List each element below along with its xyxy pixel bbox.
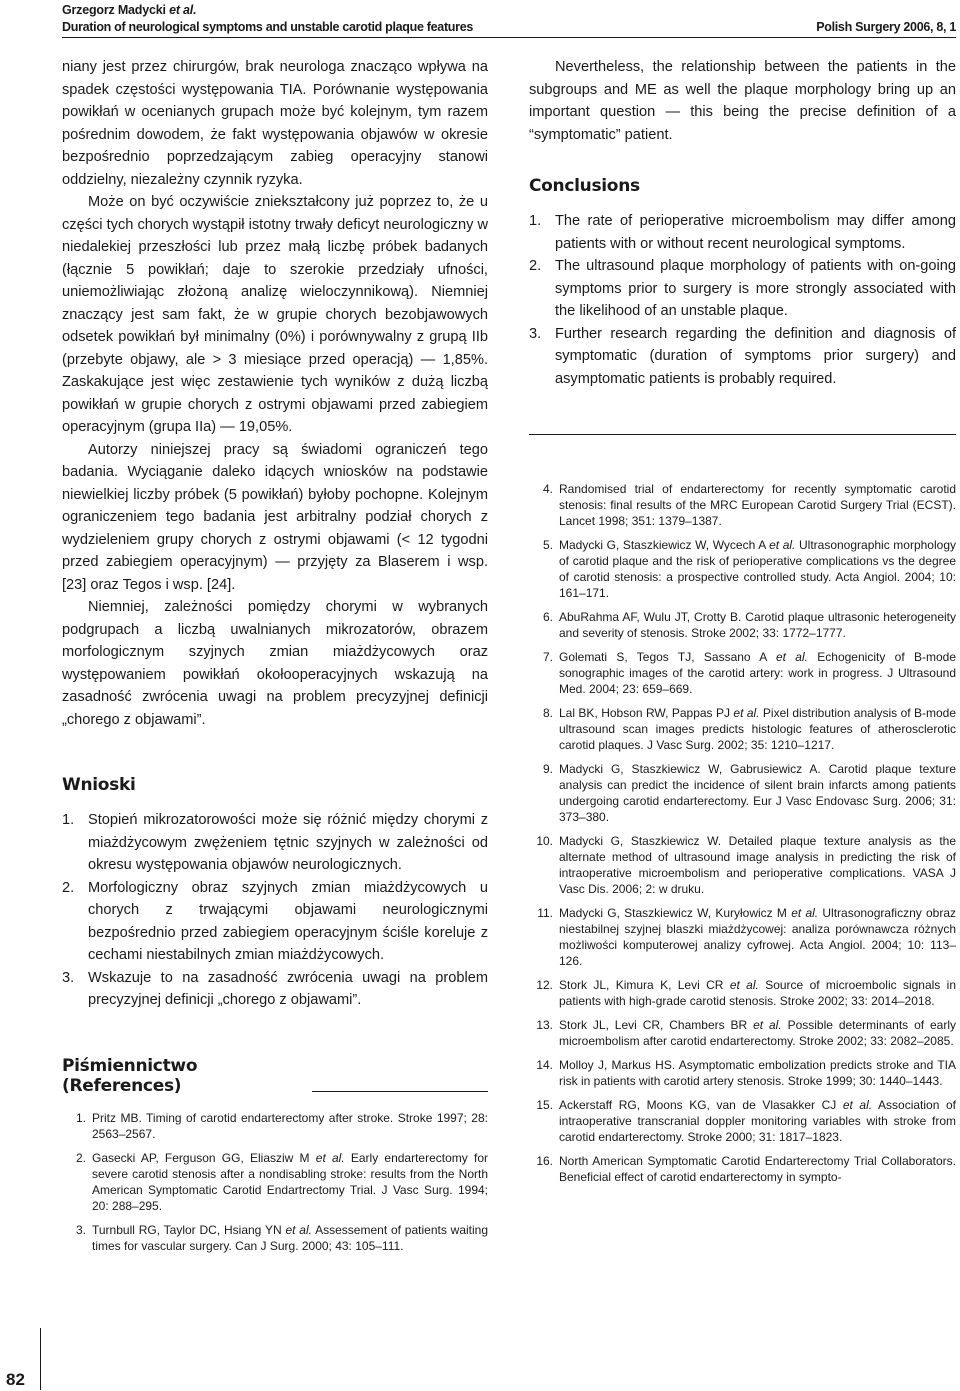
list-item: 3. Wskazuje to na zasadność zwrócenia uwagi na problem precyzyjnej definicji „chorego z objawami”. — [62, 969, 488, 1008]
right-paragraph-1: Nevertheless, the relationship between the patients in the subgroups and ME as well the plaque morphology bring up an important question — this being the precise definition of a “symptomatic” patient. — [529, 59, 956, 143]
left-paragraph-4: Niemniej, zależności pomiędzy chorymi w wybranych podgrupach a liczbą uwalnianych mikrozatorów, obrazem morfologicznym szyjnych zmian miażdżycowych oraz występowaniem powikłań okołooperacyjnych wskazują na zasadność zwrócenia uwagi na problem precyzyjnej definicji „chorego z objawami”. — [62, 599, 488, 728]
reference-item: 14. Molloy J, Markus HS. Asymptomatic embolization predicts stroke and TIA risk in patients with carotid artery stenosis. Stroke 1999; 30: 1440–1443. — [536, 1058, 956, 1088]
references-list-left — [62, 1110, 488, 1254]
page-number-rule — [40, 1328, 41, 1390]
header-author-suffix: et al. — [169, 3, 197, 17]
reference-item: 11. Madycki G, Staszkiewicz W, Kuryłowicz M et al. Ultrasonograficzny obraz niestabilnej szyjnej blaszki miażdżycowej: analiza porównawcza różnych możliwości komputerowej analizy cyfrowej. Acta Angiol. 2004; 10: 113–126. — [537, 906, 957, 968]
left-paragraph-3: Autorzy niniejszej pracy są świadomi ograniczeń tego badania. Wyciąganie daleko idących wniosków na podstawie niewielkiej liczby próbek (5 powikłań) byłoby pochopne. Kolejnym ograniczeniem tego badania jest arbitralny podział chorych z wydzieleniem grupy chorych z ostrymi objawami (< 12 tygodni przed zabiegiem operacyjnym) — przyjęty za Blaserem i wsp. [23] oraz Tegos i wsp. [24]. — [62, 441, 488, 593]
references-separator — [529, 434, 956, 435]
list-item: 2. The ultrasound plaque morphology of patients with on-going symptoms prior to surgery is more strongly associated with the likelihood of an unstable plaque. — [529, 258, 956, 319]
list-item: 1. Stopień mikrozatorowości może się różnić między chorymi z miażdżycowym zwężeniem tętnic szyjnych w zależności od okresu występowania objawów neurologicznych. — [62, 812, 488, 873]
reference-item: 9. Madycki G, Staszkiewicz W, Gabrusiewicz A. Carotid plaque texture analysis can predict the incidence of silent brain infarcts among patients undergoing carotid endarterectomy. Eur J Vasc Endovasc Surg. 2006; 31: 373–380. — [542, 762, 956, 824]
references-list-right — [529, 481, 956, 1185]
wnioski-list — [62, 809, 488, 1012]
reference-item: 16. North American Symptomatic Carotid Endarterectomy Trial Collaborators. Beneficial effect of carotid endarterectomy in sympto- — [536, 1154, 956, 1184]
list-item: 2. Morfologiczny obraz szyjnych zmian miażdżycowych u chorych z trwającymi objawami neurologicznymi bezpośrednio przed zabiegiem operacyjnym ściśle koreluje z cechami niestabilnych zmian miażdżycowych. — [62, 879, 488, 963]
header-author: Grzegorz Madycki et al. — [62, 3, 197, 17]
references-heading: Piśmiennictwo (References) — [62, 1055, 198, 1096]
header-title: Duration of neurological symptoms and unstable carotid plaque features — [62, 20, 474, 34]
list-item: 1. The rate of perioperative microembolism may differ among patients with or without recent neurological symptoms. — [529, 213, 956, 252]
left-paragraph-2: Może on być oczywiście zniekształcony już poprzez to, że u części tych chorych wystąpił istotny trwały deficyt neurologiczny w niedalekiej przeszłości lub przez małą liczbę próbek badanych (łącznie 5 powikłań; daje to szerokie przedziały ufności, uniemożliwiając złożoną analizę wieloczynnikową). Niemniej znaczący jest sam fakt, że w grupie chorych bezobjawowych odsetek powikłań był minimalny (0%) i porównywalny z grupą IIb (przebyte objawy, ale > 3 miesiące przed operacją) — 1,85%. Zaskakujące jest więc zestawienie tych wyników z dużą liczbą powikłań w grupie chorych z ostrymi objawami przed zabiegiem operacyjnym (grupa IIa) — 19,05%. — [62, 194, 488, 435]
left-column — [62, 56, 488, 1254]
left-paragraph-1: niany jest przez chirurgów, brak neurologa znacząco wpływa na spadek częstości występowania TIA. Porównanie występowania powikłań w ocenianych grupach może być kolejnym, tym razem pośrednim dowodem, że fakt występowania objawów w okresie bezpośrednio poprzedzającym zabieg operacyjny stanowi oddzielny, niezależny czynnik ryzyka. — [62, 59, 488, 188]
reference-item: 6. AbuRahma AF, Wulu JT, Crotty B. Carotid plaque ultrasonic heterogeneity and severity of stenosis. Stroke 2002; 33: 1772–1777. — [542, 610, 956, 640]
reference-item: 4. Randomised trial of endarterectomy for recently symptomatic carotid stenosis: final results of the MRC European Carotid Surgery Trial (ECST). Lancet 1998; 351: 1379–1387. — [542, 482, 956, 528]
references-heading-rule — [312, 1091, 488, 1092]
reference-item: 10. Madycki G, Staszkiewicz W. Detailed plaque texture analysis as the alternate method of ultrasound image analysis in predicting the risk of intraoperative microembolism and perioperative complications. VASA J Vasc Dis. 2006; 2: w druku. — [536, 834, 956, 896]
reference-item: 13. Stork JL, Levi CR, Chambers BR et al. Possible determinants of early microembolism after carotid endarterectomy. Stroke 2002; 33: 2082–2085. — [536, 1018, 956, 1048]
references-heading-row — [62, 1056, 488, 1096]
reference-item: 15. Ackerstaff RG, Moons KG, van de Vlasakker CJ et al. Association of intraoperative transcranial doppler monitoring variables with stroke from carotid endarterectomy. Stroke 2000; 31: 1817–1823. — [536, 1098, 956, 1144]
reference-item: 7. Golemati S, Tegos TJ, Sassano A et al. Echogenicity of B-mode sonographic images of the carotid artery: work in progress. J Ultrasound Med. 2004; 23: 659–669. — [542, 650, 956, 696]
conclusions-heading: Conclusions — [529, 176, 640, 196]
page-number: 82 — [6, 1370, 25, 1389]
list-item: 3. Further research regarding the definition and diagnosis of symptomatic (duration of symptoms prior surgery) and asymptomatic patients is probably required. — [529, 325, 956, 387]
reference-item: 12. Stork JL, Kimura K, Levi CR et al. Source of microembolic signals in patients with high-grade carotid stenosis. Stroke 2002; 33: 2014–2018. — [536, 978, 956, 1008]
conclusions-list — [529, 210, 956, 390]
reference-item: 5. Madycki G, Staszkiewicz W, Wycech A et al. Ultrasonographic morphology of carotid plaque and the risk of perioperative complications vs the degree of carotid stenosis: a prospective controlled study. Acta Angiol. 2004; 10: 161–171. — [542, 538, 956, 600]
reference-item: 3. Turnbull RG, Taylor DC, Hsiang YN et al. Assessement of patients waiting times for vascular surgery. Can J Surg. 2000; 43: 105–111. — [75, 1222, 489, 1253]
wnioski-heading: Wnioski — [62, 775, 136, 795]
header-journal: Polish Surgery 2006, 8, 1 — [816, 20, 956, 34]
running-header — [62, 3, 956, 38]
reference-item: 2. Gasecki AP, Ferguson GG, Eliasziw M et al. Early endarterectomy for severe carotid stenosis after a nondisabling stroke: results from the North American Symptomatic Carotid Endartrectomy Trial. J Vasc Surg. 1994; 20: 288–295. — [75, 1150, 488, 1213]
reference-item: 1. Pritz MB. Timing of carotid endarterectomy after stroke. Stroke 1997; 28: 2563–2567. — [75, 1110, 488, 1141]
reference-item: 8. Lal BK, Hobson RW, Pappas PJ et al. Pixel distribution analysis of B-mode ultrasound scan images predicts histologic features of atherosclerotic carotid plaques. J Vasc Surg. 2002; 35: 1210–1217. — [542, 706, 957, 752]
right-column — [529, 56, 956, 1185]
